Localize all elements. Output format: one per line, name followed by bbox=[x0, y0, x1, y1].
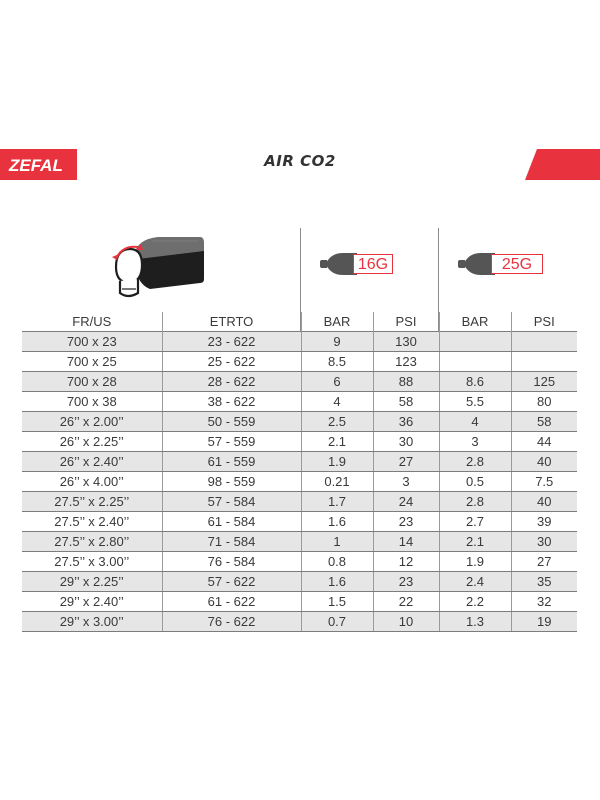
table-row bbox=[22, 392, 577, 412]
cell-16g-psi: 10 bbox=[373, 612, 439, 632]
cell-etrto: 61 - 559 bbox=[162, 452, 301, 472]
cell-16g-psi: 36 bbox=[373, 412, 439, 432]
cell-16g-psi: 30 bbox=[373, 432, 439, 452]
cell-etrto: 50 - 559 bbox=[162, 412, 301, 432]
cell-16g-psi: 24 bbox=[373, 492, 439, 512]
cell-fr-us: 27.5’’ x 2.80’’ bbox=[22, 532, 162, 552]
header-25g-psi: PSI bbox=[533, 314, 555, 329]
cell-etrto: 98 - 559 bbox=[162, 472, 301, 492]
cartridge-label: 25G bbox=[491, 254, 543, 274]
cell-16g-bar: 6 bbox=[301, 372, 373, 392]
header-16g-psi: PSI bbox=[373, 312, 439, 332]
cell-fr-us: 700 x 28 bbox=[22, 372, 162, 392]
cell-16g-bar: 1.5 bbox=[301, 592, 373, 612]
cell-25g-bar: 0.5 bbox=[439, 472, 511, 492]
cell-16g-bar: 1 bbox=[301, 532, 373, 552]
table-row bbox=[22, 512, 577, 532]
cell-25g-psi: 40 bbox=[511, 452, 577, 472]
table-row bbox=[22, 532, 577, 552]
cell-fr-us: 700 x 25 bbox=[22, 352, 162, 372]
cell-16g-bar: 0.21 bbox=[301, 472, 373, 492]
cell-25g-bar: 1.9 bbox=[439, 552, 511, 572]
cell-fr-us: 27.5’’ x 3.00’’ bbox=[22, 552, 162, 572]
cell-etrto: 57 - 584 bbox=[162, 492, 301, 512]
cell-16g-psi: 130 bbox=[373, 332, 439, 352]
cell-25g-psi: 27 bbox=[511, 552, 577, 572]
cell-16g-psi: 12 bbox=[373, 552, 439, 572]
co2-cartridge-icon bbox=[319, 249, 357, 279]
cell-16g-psi: 123 bbox=[373, 352, 439, 372]
cell-25g-psi: 125 bbox=[511, 372, 577, 392]
table-row bbox=[22, 612, 577, 632]
cell-etrto: 28 - 622 bbox=[162, 372, 301, 392]
cell-16g-bar: 1.9 bbox=[301, 452, 373, 472]
cell-fr-us: 26’’ x 2.00’’ bbox=[22, 412, 162, 432]
co2-cartridge-icon bbox=[457, 249, 495, 279]
cell-16g-psi: 88 bbox=[373, 372, 439, 392]
header-25g-bar: BAR bbox=[439, 312, 511, 332]
cell-etrto: 61 - 584 bbox=[162, 512, 301, 532]
cell-25g-psi: 32 bbox=[511, 592, 577, 612]
cell-etrto: 38 - 622 bbox=[162, 392, 301, 412]
cell-etrto: 25 - 622 bbox=[162, 352, 301, 372]
table-header-row bbox=[22, 312, 577, 332]
cell-16g-bar: 1.6 bbox=[301, 512, 373, 532]
table-row bbox=[22, 552, 577, 572]
cell-etrto: 76 - 622 bbox=[162, 612, 301, 632]
cartridge-16g bbox=[319, 249, 389, 284]
cell-25g-bar: 2.4 bbox=[439, 572, 511, 592]
cell-25g-bar bbox=[439, 352, 511, 372]
cell-etrto: 71 - 584 bbox=[162, 532, 301, 552]
table-row bbox=[22, 332, 577, 352]
cell-fr-us: 29’’ x 2.25’’ bbox=[22, 572, 162, 592]
table-row bbox=[22, 412, 577, 432]
cell-etrto: 76 - 584 bbox=[162, 552, 301, 572]
pressure-table bbox=[22, 312, 577, 632]
cell-16g-psi: 14 bbox=[373, 532, 439, 552]
cell-25g-psi: 40 bbox=[511, 492, 577, 512]
cell-16g-psi: 23 bbox=[373, 512, 439, 532]
cell-fr-us: 26’’ x 2.25’’ bbox=[22, 432, 162, 452]
table-row bbox=[22, 372, 577, 392]
cell-25g-psi: 7.5 bbox=[511, 472, 577, 492]
cell-16g-bar: 9 bbox=[301, 332, 373, 352]
cell-25g-psi: 30 bbox=[511, 532, 577, 552]
cell-fr-us: 29’’ x 3.00’’ bbox=[22, 612, 162, 632]
cell-16g-bar: 0.8 bbox=[301, 552, 373, 572]
page-title: AIR CO2 bbox=[264, 152, 336, 170]
cell-16g-psi: 58 bbox=[373, 392, 439, 412]
cartridge-label: 16G bbox=[353, 254, 393, 274]
cell-25g-bar bbox=[439, 332, 511, 352]
cell-25g-bar: 4 bbox=[439, 412, 511, 432]
cell-fr-us: 700 x 38 bbox=[22, 392, 162, 412]
cell-fr-us: 700 x 23 bbox=[22, 332, 162, 352]
cell-etrto: 57 - 559 bbox=[162, 432, 301, 452]
cell-16g-bar: 0.7 bbox=[301, 612, 373, 632]
cell-16g-bar: 1.6 bbox=[301, 572, 373, 592]
brand-logo-text: ZEFAL bbox=[9, 156, 63, 175]
cell-16g-psi: 27 bbox=[373, 452, 439, 472]
table-row bbox=[22, 352, 577, 372]
cell-25g-bar: 2.8 bbox=[439, 452, 511, 472]
cell-etrto: 57 - 622 bbox=[162, 572, 301, 592]
cell-25g-psi: 44 bbox=[511, 432, 577, 452]
cell-25g-bar: 2.7 bbox=[439, 512, 511, 532]
cell-16g-psi: 23 bbox=[373, 572, 439, 592]
cell-fr-us: 27.5’’ x 2.25’’ bbox=[22, 492, 162, 512]
cell-fr-us: 29’’ x 2.40’’ bbox=[22, 592, 162, 612]
cell-16g-psi: 22 bbox=[373, 592, 439, 612]
cell-25g-bar: 2.1 bbox=[439, 532, 511, 552]
cell-25g-bar: 2.2 bbox=[439, 592, 511, 612]
cell-16g-bar: 4 bbox=[301, 392, 373, 412]
cell-fr-us: 27.5’’ x 2.40’’ bbox=[22, 512, 162, 532]
cell-fr-us: 26’’ x 4.00’’ bbox=[22, 472, 162, 492]
table-row bbox=[22, 452, 577, 472]
cell-25g-psi: 58 bbox=[511, 412, 577, 432]
cell-25g-bar: 5.5 bbox=[439, 392, 511, 412]
cell-25g-psi: 35 bbox=[511, 572, 577, 592]
cell-25g-bar: 2.8 bbox=[439, 492, 511, 512]
table-row bbox=[22, 592, 577, 612]
table-row bbox=[22, 472, 577, 492]
cell-25g-psi bbox=[511, 352, 577, 372]
cell-25g-psi: 80 bbox=[511, 392, 577, 412]
cell-25g-psi: 39 bbox=[511, 512, 577, 532]
header-etrto: ETRTO bbox=[162, 312, 301, 332]
header-16g-bar: BAR bbox=[301, 312, 373, 332]
cell-fr-us: 26’’ x 2.40’’ bbox=[22, 452, 162, 472]
cell-25g-psi bbox=[511, 332, 577, 352]
tire-cross-section-icon bbox=[108, 231, 208, 316]
cell-16g-bar: 8.5 bbox=[301, 352, 373, 372]
cell-16g-bar: 1.7 bbox=[301, 492, 373, 512]
cell-25g-bar: 1.3 bbox=[439, 612, 511, 632]
table-row bbox=[22, 432, 577, 452]
cell-16g-psi: 3 bbox=[373, 472, 439, 492]
table-row bbox=[22, 572, 577, 592]
header-fr-us: FR/US bbox=[22, 312, 162, 332]
cell-etrto: 23 - 622 bbox=[162, 332, 301, 352]
cell-25g-bar: 3 bbox=[439, 432, 511, 452]
cell-etrto: 61 - 622 bbox=[162, 592, 301, 612]
cell-25g-psi: 19 bbox=[511, 612, 577, 632]
table-row bbox=[22, 492, 577, 512]
cell-16g-bar: 2.5 bbox=[301, 412, 373, 432]
cartridge-25g bbox=[457, 249, 533, 284]
cell-16g-bar: 2.1 bbox=[301, 432, 373, 452]
cell-25g-bar: 8.6 bbox=[439, 372, 511, 392]
